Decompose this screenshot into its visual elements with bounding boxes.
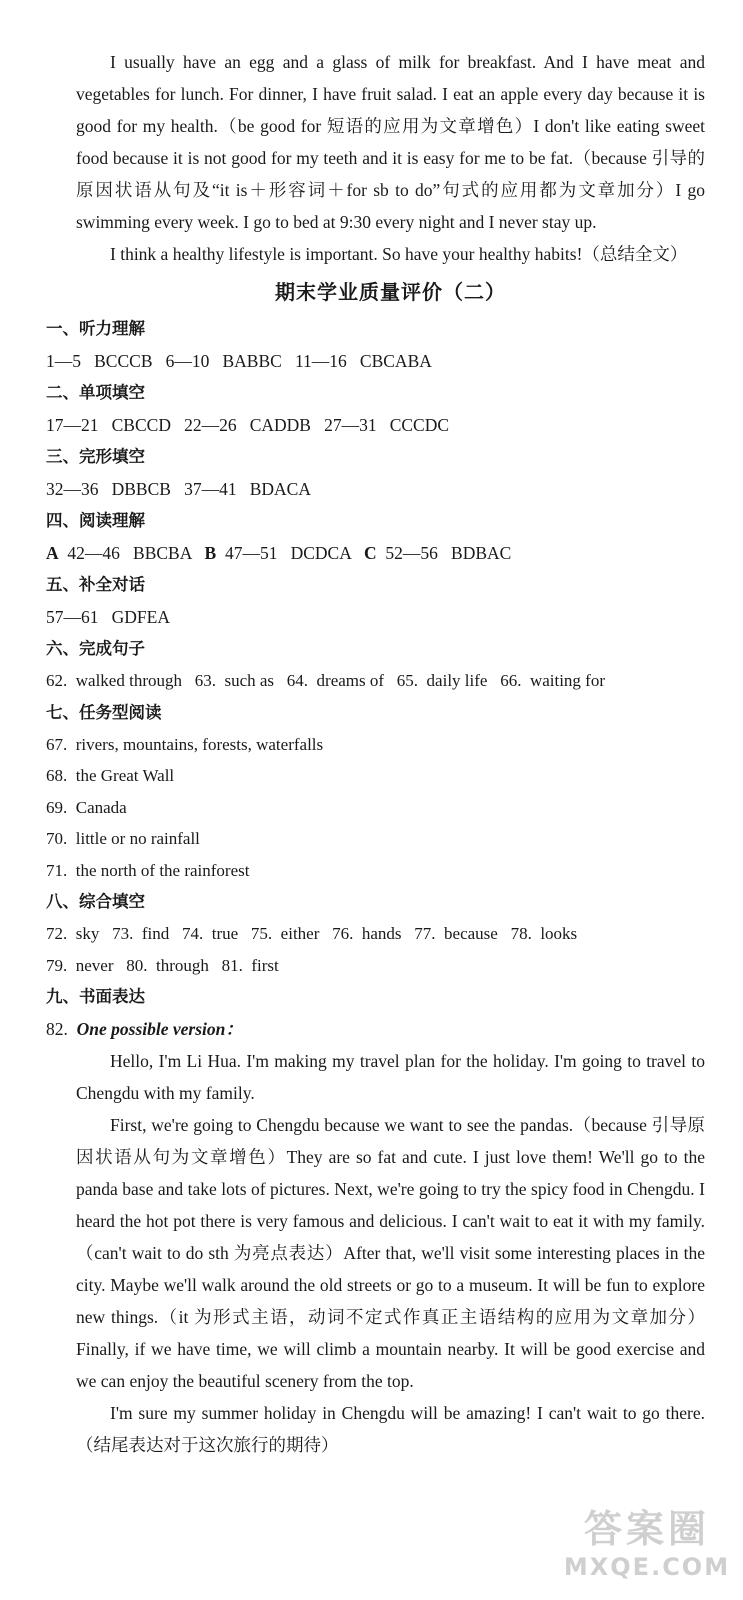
intro-paragraph-1: I usually have an egg and a glass of milk for breakfast. And I have meat and vegetables for lunch. For dinner, I have fruit salad. I eat an apple every day because it is good for my health.（be good for 短语的应用为文章增色）I don't like eating sweet food because it is not good for my teeth and it is easy for me to be fat.（because 引导的原因状语从句及“it is＋形容词＋for sb to do”句式的应用都为文章加分）I go swimming every week. I go to bed at 9:30 every night and I never stay up. — [76, 52, 705, 232]
essay-paragraph-3: I'm sure my summer holiday in Chengdu will be amazing! I can't wait to go there.（结尾表达对于这次旅行的期待） — [76, 1403, 705, 1455]
essay-paragraph-2: First, we're going to Chengdu because we want to see the pandas.（because 引导原因状语从句为文章增色）They are so fat and cute. I just love them! We'll go to the panda base and take lots of pictures. Next, we're going to try the spicy food in Chengdu. I heard the hot pot there is very famous and delicious. I can't wait to eat it with my family.（can't wait to do sth 为亮点表达）After that, we'll visit some interesting places in the city. Maybe we'll walk around the old streets or go to a museum. It will be fun to explore new things.（it 为形式主语，动词不定式作真正主语结构的应用为文章加分）Finally, if we have time, we will climb a mountain nearby. It will be good exercise and we can enjoy the beautiful scenery from the top. — [76, 1115, 705, 1391]
section-heading: 七、任务型阅读 — [46, 702, 162, 722]
essay-paragraph-1: Hello, I'm Li Hua. I'm making my travel plan for the holiday. I'm going to travel to Chengdu with my family. — [76, 1051, 705, 1103]
part-label-c: C — [364, 543, 377, 563]
section-reading — [46, 505, 705, 569]
section-heading: 四、阅读理解 — [46, 511, 145, 530]
part-answers-a: 42—46 BBCBA — [58, 543, 205, 563]
section-heading: 八、综合填空 — [46, 892, 145, 911]
list-item: 68. the Great Wall — [46, 766, 175, 785]
answer-line: 57—61 GDFEA — [46, 607, 170, 627]
part-answers-c: 52—56 BDBAC — [376, 543, 512, 563]
section-single-choice — [46, 377, 705, 441]
list-item: 67. rivers, mountains, forests, waterfalls — [46, 734, 324, 754]
page-title: 期末学业质量评价（二） — [275, 280, 506, 304]
section-listening — [46, 313, 705, 377]
answer-line: 62. walked through 63. such as 64. dreams of 65. daily life 66. waiting for — [46, 671, 606, 690]
intro-paragraph-2: I think a healthy lifestyle is important. So have your healthy habits!（总结全文） — [110, 244, 688, 264]
part-label-a: A — [46, 543, 59, 563]
section-sentences — [46, 633, 705, 697]
section-heading: 一、听力理解 — [46, 319, 145, 338]
answer-line: 72. sky 73. find 74. true 75. either 76. hands 77. because 78. looks — [46, 924, 578, 943]
section-heading: 六、完成句子 — [46, 639, 145, 658]
section-writing — [46, 981, 705, 1045]
section-comprehensive — [46, 886, 705, 981]
section-cloze — [46, 441, 705, 505]
list-item: 70. little or no rainfall — [46, 829, 200, 848]
answer-line: 32—36 DBBCB 37—41 BDACA — [46, 479, 311, 499]
list-item: 69. Canada — [46, 797, 127, 817]
answer-line: 1—5 BCCCB 6—10 BABBC 11—16 CBCABA — [46, 351, 432, 371]
answer-line: 79. never 80. through 81. first — [46, 955, 279, 975]
section-heading: 三、完形填空 — [46, 447, 145, 466]
part-label-b: B — [204, 543, 217, 563]
version-label: One possible version： — [76, 1019, 243, 1039]
answer-line — [46, 537, 705, 569]
watermark-url: MXQE.COM — [563, 1553, 731, 1581]
section-heading: 二、单项填空 — [46, 383, 145, 402]
section-task-reading — [46, 697, 705, 887]
item-number: 82. — [46, 1019, 68, 1039]
watermark-logo-text: 答案圈 — [583, 1507, 710, 1551]
section-heading: 五、补全对话 — [46, 575, 145, 594]
section-dialogue — [46, 569, 705, 633]
list-item: 71. the north of the rainforest — [46, 860, 250, 880]
section-heading: 九、书面表达 — [46, 987, 145, 1006]
essay — [76, 1045, 705, 1461]
version-line — [46, 1013, 705, 1045]
site-watermark — [557, 1506, 737, 1596]
part-answers-b: 47—51 DCDCA — [216, 543, 364, 563]
answer-line: 17—21 CBCCD 22—26 CADDB 27—31 CCCDC — [46, 415, 450, 435]
